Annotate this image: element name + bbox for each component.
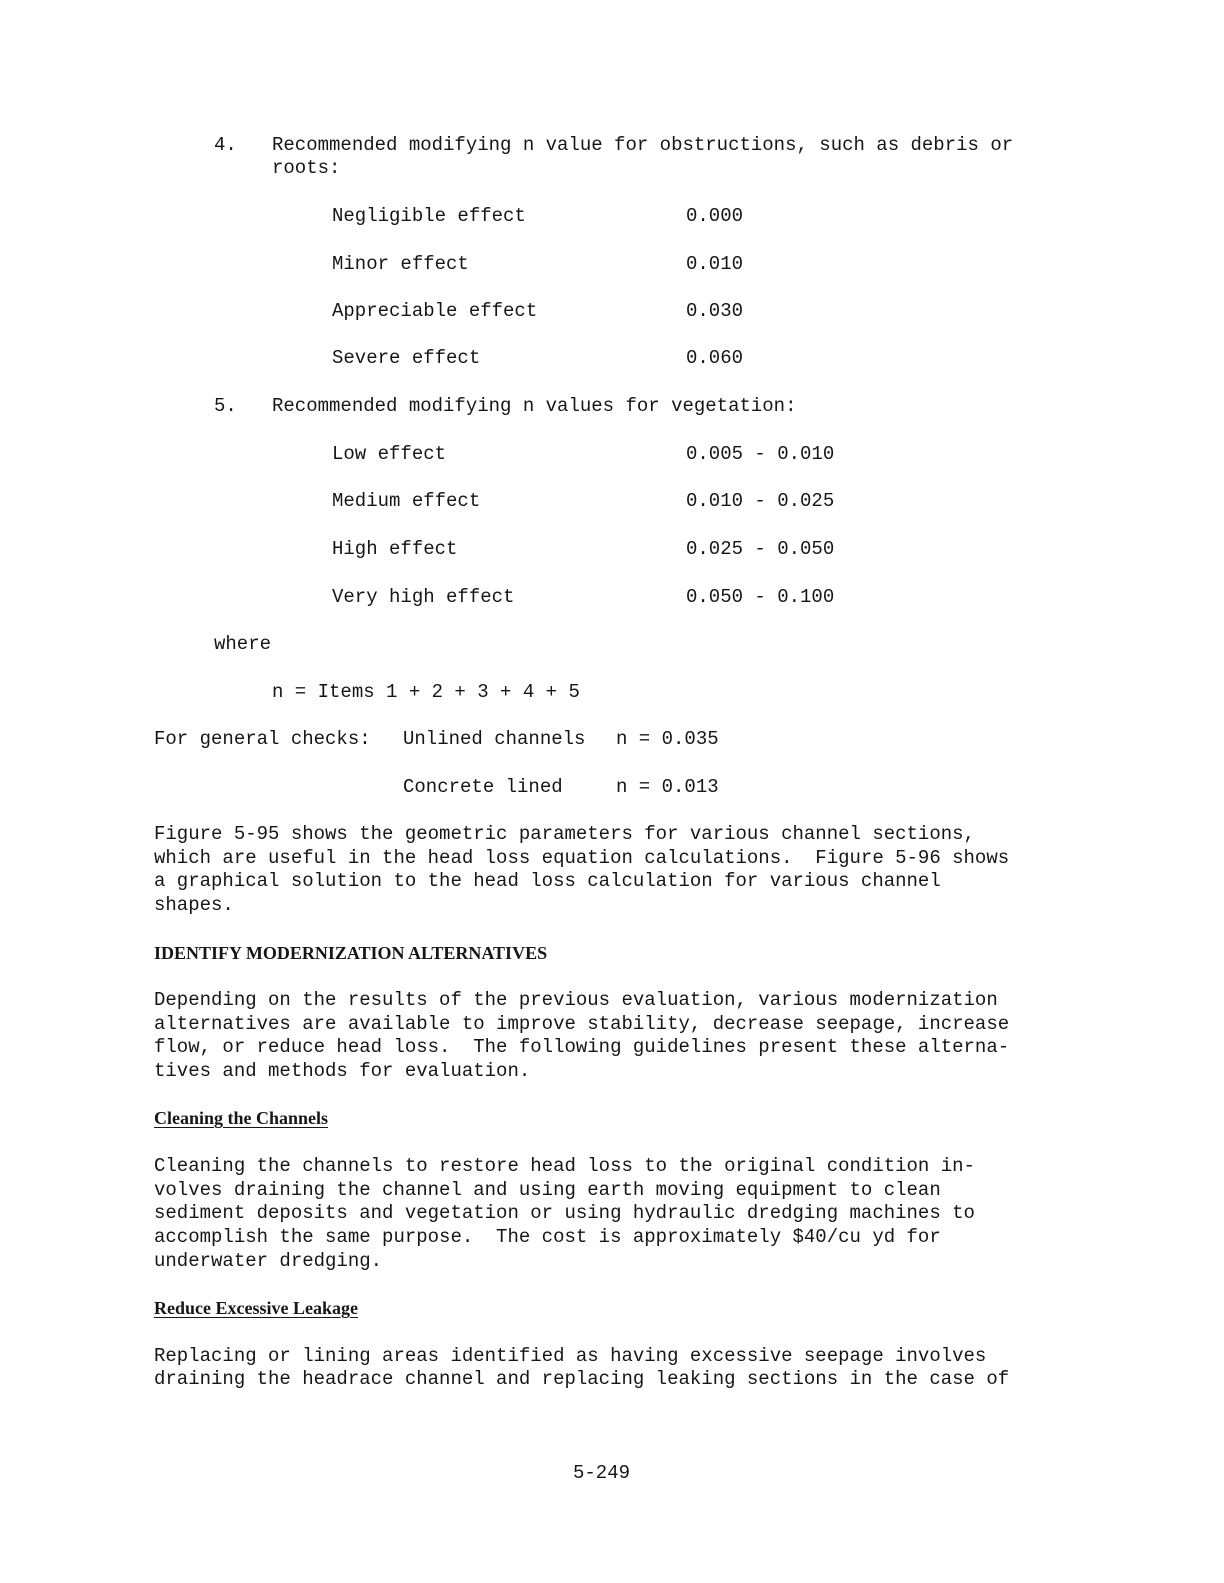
item5-row-label: Very high effect (332, 586, 515, 608)
cleaning-paragraph-line: sediment deposits and vegetation or using hydraulic dredging machines to (154, 1202, 975, 1224)
figure-paragraph-line: which are useful in the head loss equation calculations. Figure 5-96 shows (154, 847, 1010, 869)
general-check-label: Unlined channels (403, 728, 586, 750)
item5-row-value: 0.050 - 0.100 (686, 586, 835, 608)
heading-leakage: Reduce Excessive Leakage (154, 1298, 358, 1318)
general-check-value: n = 0.013 (616, 776, 719, 798)
n-equation: n = Items 1 + 2 + 3 + 4 + 5 (272, 681, 580, 703)
cleaning-paragraph-line: Cleaning the channels to restore head loss to the original condition in- (154, 1155, 975, 1177)
item4-number: 4. (214, 134, 237, 156)
where-label: where (214, 633, 272, 655)
item5-row-value: 0.025 - 0.050 (686, 538, 835, 560)
item5-row-label: High effect (332, 538, 458, 560)
modernization-paragraph-line: alternatives are available to improve stability, decrease seepage, increase (154, 1013, 1010, 1035)
item4-row-value: 0.000 (686, 205, 744, 227)
heading-cleaning: Cleaning the Channels (154, 1108, 329, 1128)
item5-row-label: Medium effect (332, 490, 481, 512)
figure-paragraph-line: Figure 5-95 shows the geometric parameters for various channel sections, (154, 823, 975, 845)
item4-text-line1: Recommended modifying n value for obstructions, such as debris or (272, 134, 1014, 156)
item4-row-value: 0.030 (686, 300, 744, 322)
item5-row-value: 0.005 - 0.010 (686, 443, 835, 465)
leakage-paragraph-line: Replacing or lining areas identified as having excessive seepage involves (154, 1345, 987, 1367)
item4-text-line2: roots: (272, 157, 341, 179)
item4-row-label: Negligible effect (332, 205, 526, 227)
item5-number: 5. (214, 395, 237, 417)
general-checks-label: For general checks: (154, 728, 371, 750)
figure-paragraph-line: shapes. (154, 894, 234, 916)
cleaning-paragraph-line: accomplish the same purpose. The cost is approximately $40/cu yd for (154, 1226, 941, 1248)
item4-row-label: Severe effect (332, 347, 481, 369)
modernization-paragraph-line: flow, or reduce head loss. The following guidelines present these alterna- (154, 1036, 1010, 1058)
item4-row-value: 0.010 (686, 253, 744, 275)
item5-row-label: Low effect (332, 443, 447, 465)
item4-row-value: 0.060 (686, 347, 744, 369)
cleaning-paragraph-line: underwater dredging. (154, 1250, 383, 1272)
item5-row-value: 0.010 - 0.025 (686, 490, 835, 512)
heading-modernization: IDENTIFY MODERNIZATION ALTERNATIVES (154, 943, 548, 963)
item4-row-label: Minor effect (332, 253, 469, 275)
leakage-paragraph-line: draining the headrace channel and replacing leaking sections in the case of (154, 1368, 1010, 1390)
general-check-value: n = 0.035 (616, 728, 719, 750)
page-number: 5-249 (573, 1462, 631, 1484)
general-check-label: Concrete lined (403, 776, 563, 798)
item4-row-label: Appreciable effect (332, 300, 538, 322)
figure-paragraph-line: a graphical solution to the head loss calculation for various channel (154, 870, 941, 892)
modernization-paragraph-line: tives and methods for evaluation. (154, 1060, 531, 1082)
modernization-paragraph-line: Depending on the results of the previous evaluation, various modernization (154, 989, 998, 1011)
cleaning-paragraph-line: volves draining the channel and using earth moving equipment to clean (154, 1179, 941, 1201)
item5-text: Recommended modifying n values for vegetation: (272, 395, 797, 417)
